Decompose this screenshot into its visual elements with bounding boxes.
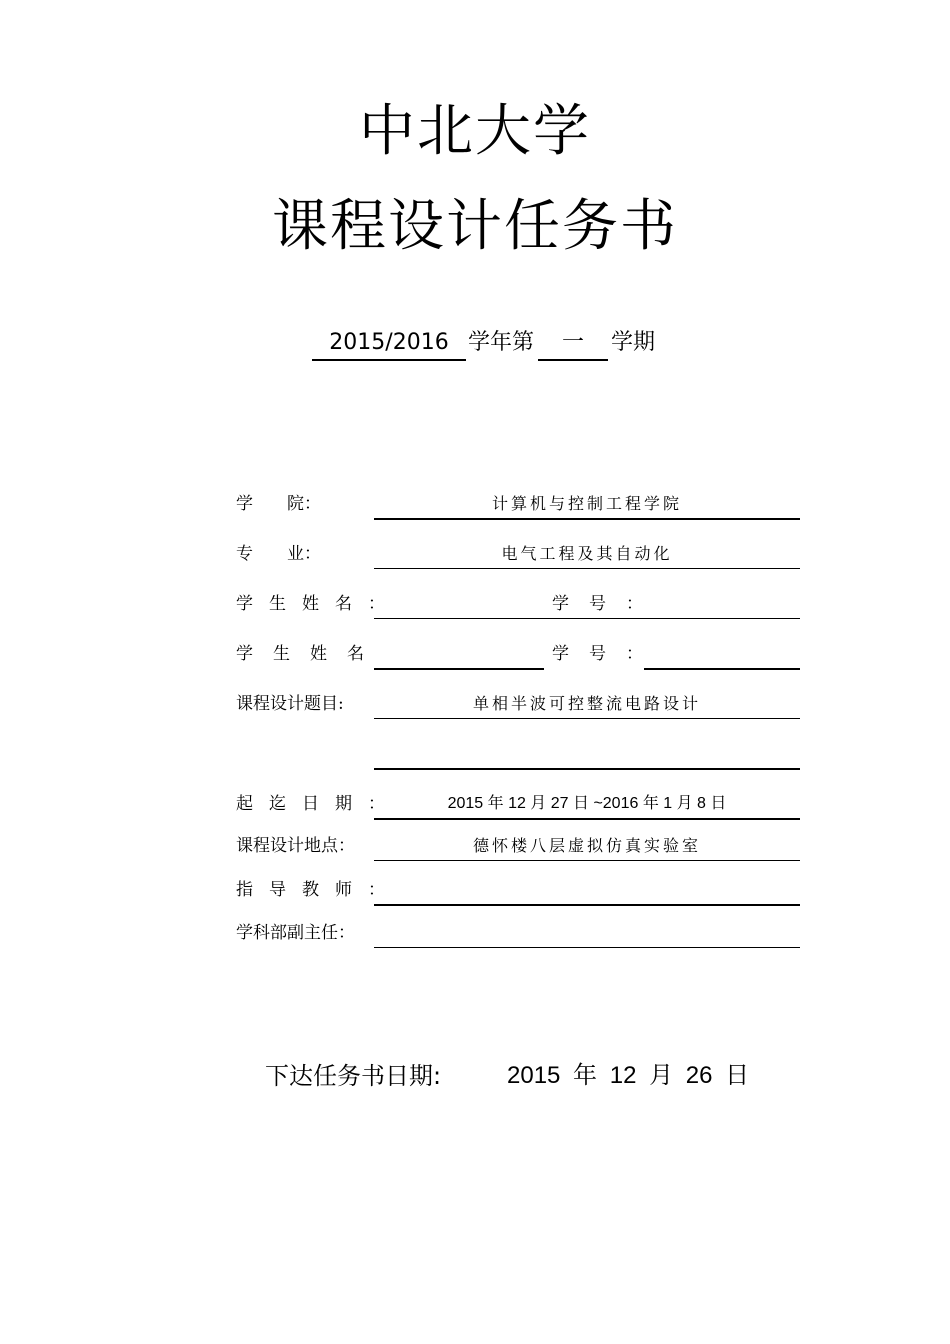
field-row-instructor: [0, 874, 950, 906]
field-row-student-1: [0, 588, 950, 620]
university-title: 中北大学: [359, 99, 591, 164]
college-value: 计算机与控制工程学院: [491, 494, 682, 513]
topic-label: 课程设计题目:: [236, 694, 344, 714]
location-value: 德怀楼八层虚拟仿真实验室: [472, 836, 701, 855]
topic-underline: [374, 718, 800, 719]
college-label: 学 院：: [236, 494, 321, 514]
student-id-label-2: 学号：: [552, 644, 663, 664]
field-row-student-2: [0, 638, 950, 670]
instructor-label: 指导教师：: [236, 880, 401, 900]
topic-value: 单相半波可控整流电路设计: [472, 694, 701, 713]
field-row-dates: [0, 788, 950, 820]
academic-year-field: 2015/2016: [312, 325, 466, 361]
major-value: 电气工程及其自动化: [501, 544, 673, 563]
topic-underline-2: [374, 768, 800, 770]
major-label: 专 业：: [236, 544, 321, 564]
field-row-topic: [0, 688, 950, 720]
location-label: 课程设计地点：: [236, 836, 355, 856]
academic-year-suffix: 学年第: [468, 330, 535, 355]
dates-value: 2015 年 12 月 27 日 ~2016 年 1 月 8 日: [447, 795, 727, 812]
issue-date-value: 2015 年 12 月 26 日: [507, 1062, 750, 1089]
field-row-deputy: [0, 917, 950, 949]
term-suffix: 学期: [611, 330, 656, 355]
deputy-label: 学科部副主任：: [236, 923, 355, 943]
instructor-underline: [374, 904, 800, 906]
college-underline: [374, 518, 800, 520]
document-title: 课程设计任务书: [272, 194, 678, 259]
location-underline: [374, 860, 800, 861]
issue-date-line: [265, 1058, 825, 1094]
dates-underline: [374, 818, 800, 820]
field-row-topic-continued: [0, 738, 950, 770]
field-row-major: [0, 538, 950, 570]
field-row-location: [0, 830, 950, 862]
major-underline: [374, 568, 800, 569]
deputy-underline: [374, 947, 800, 948]
student-name-label-2: 学生姓名: [236, 644, 384, 664]
student-id-label-1: 学号：: [552, 594, 663, 614]
issue-date-label: 下达任务书日期:: [265, 1062, 442, 1090]
dates-label: 起迄日期：: [236, 794, 401, 814]
underline-gap: [544, 668, 644, 671]
term-field: 一: [538, 325, 608, 361]
student-name-label-1: 学生姓名：: [236, 594, 401, 614]
student-underline-1: [374, 618, 800, 619]
field-row-college: [0, 488, 950, 520]
